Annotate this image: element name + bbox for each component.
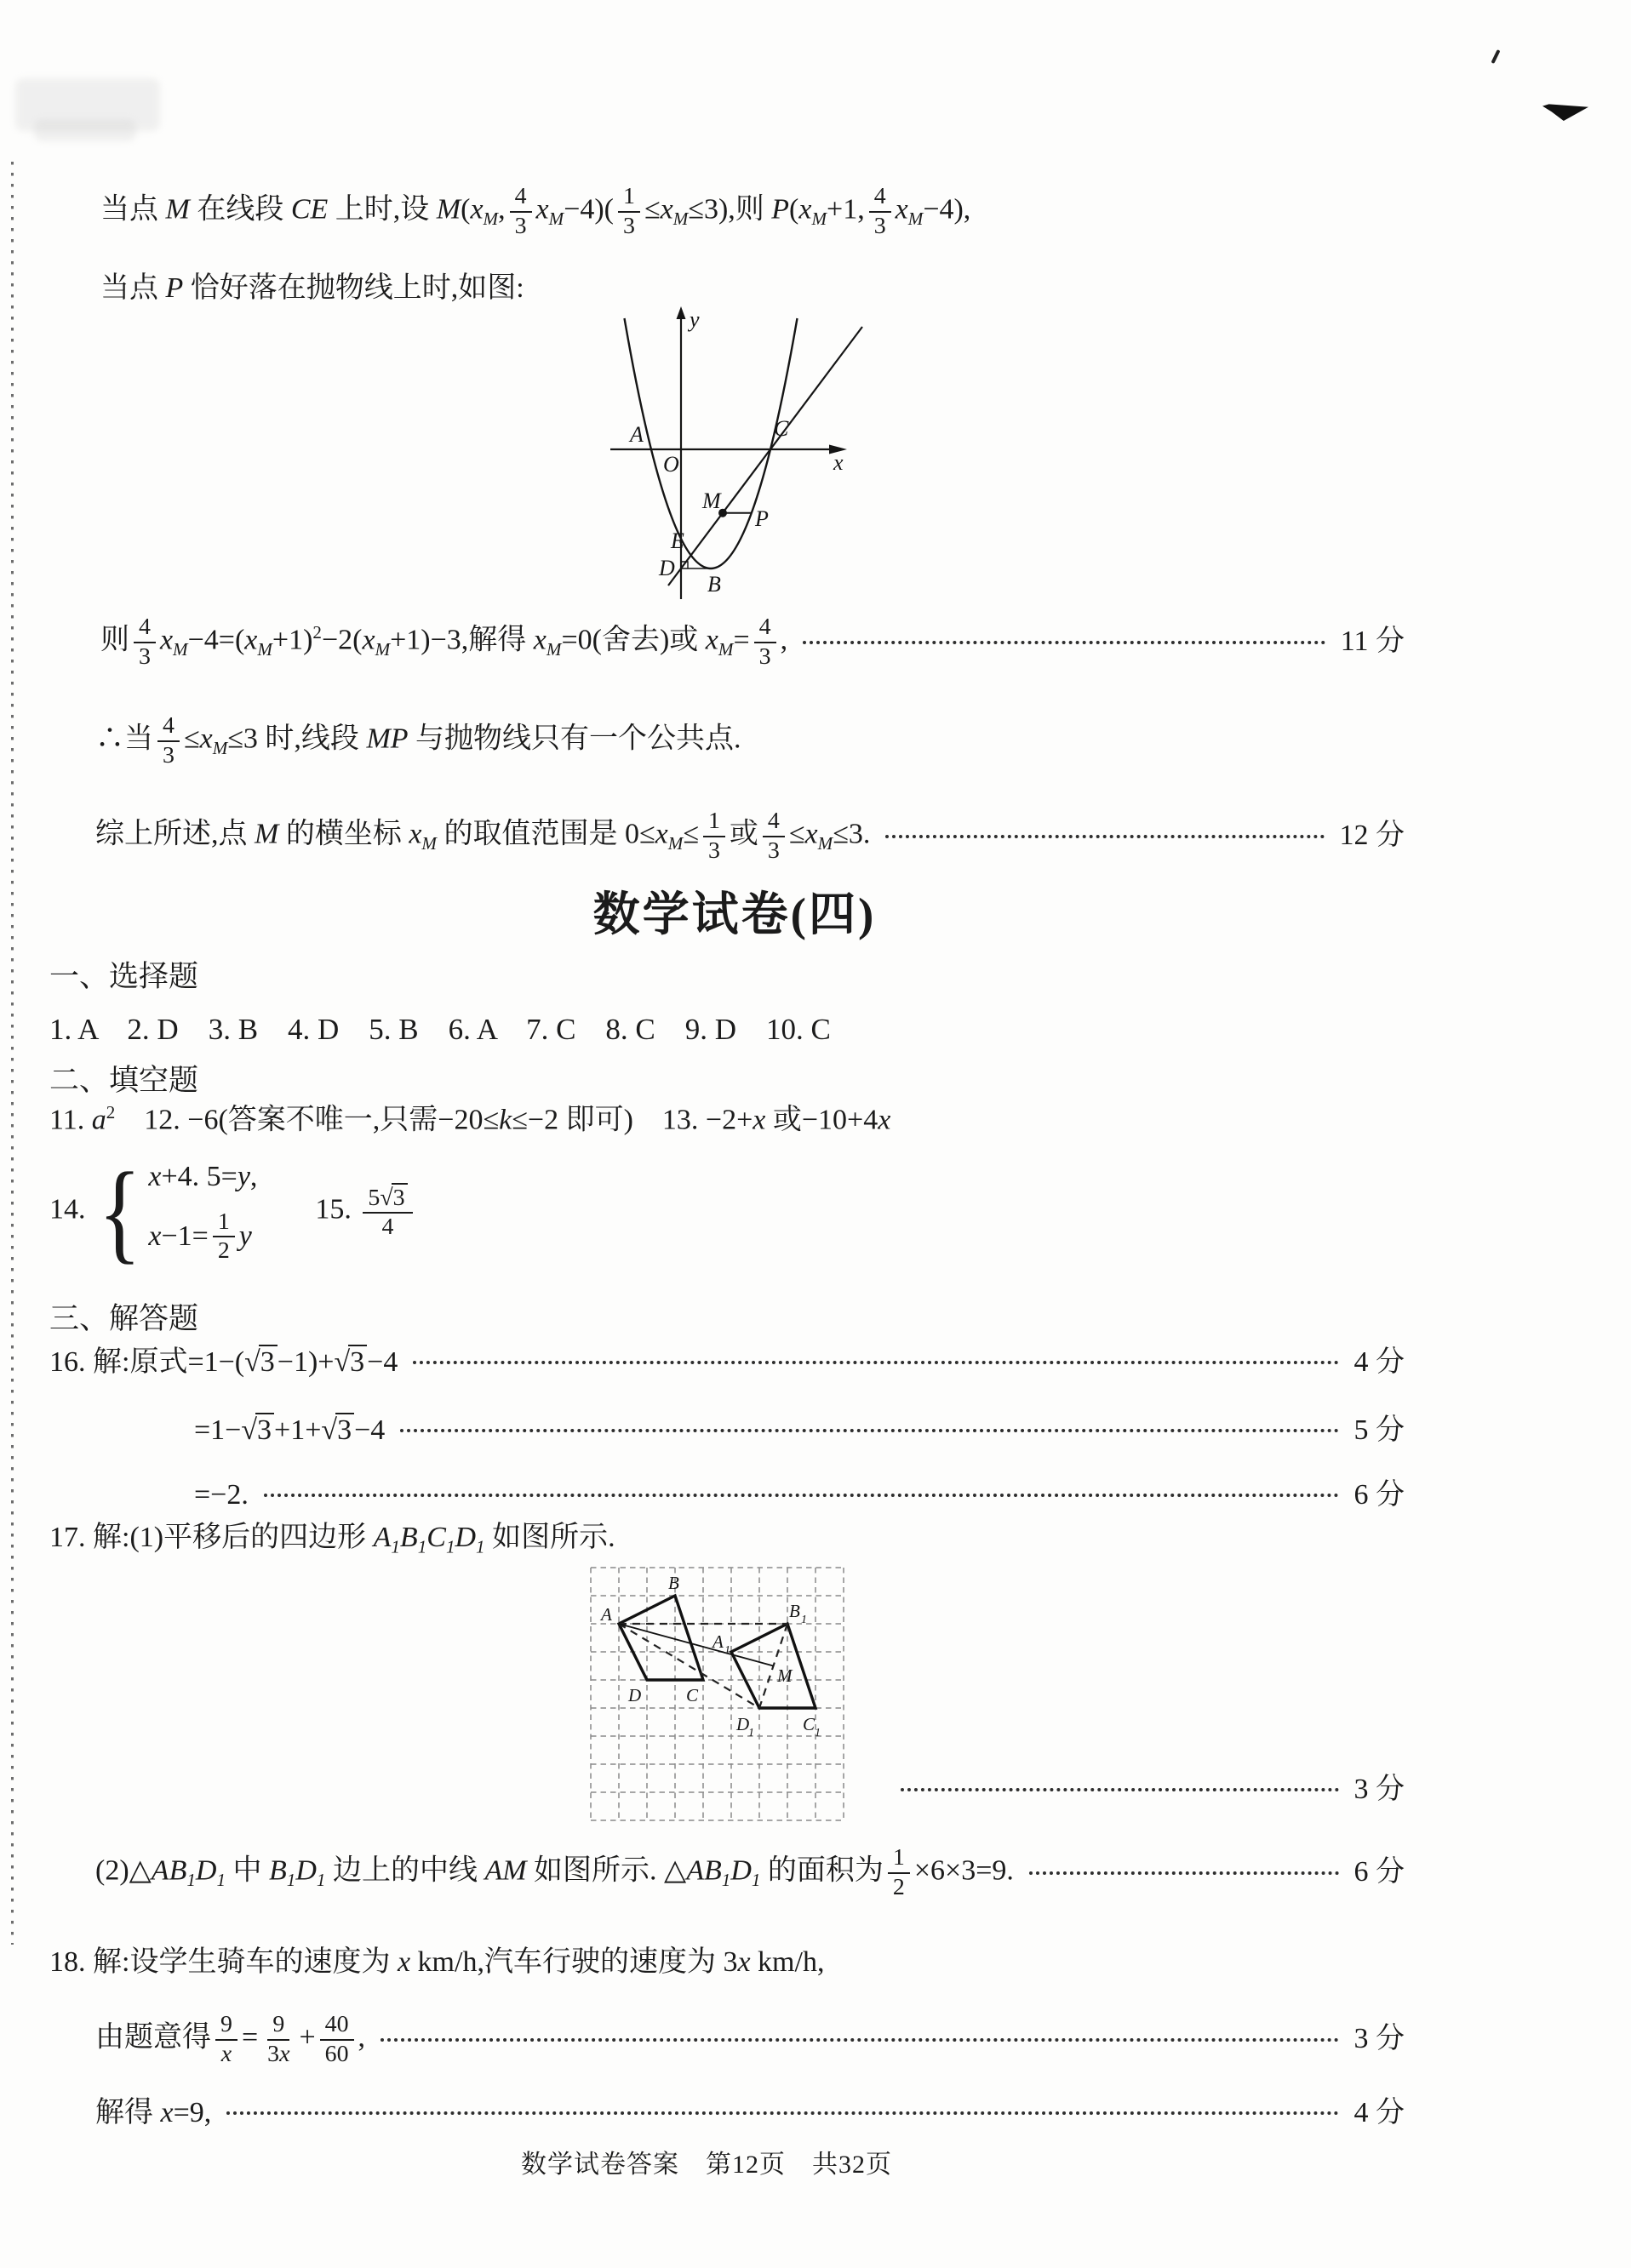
label-O: O <box>663 452 679 477</box>
scan-smudge <box>34 119 136 141</box>
section-solution-header: 三、解答题 <box>49 1302 199 1335</box>
label-B: B <box>668 1573 679 1593</box>
label-B1-sub: 1 <box>801 1614 807 1626</box>
label-D1: D <box>736 1714 750 1734</box>
solution-17-score-3pts: 3 分 <box>885 1772 1405 1808</box>
label-E: E <box>671 528 684 553</box>
equation-line-11pts: 则 $\frac{4}{3}$ $x_M-4=(x_M+1)^2-2(x_M+1)-3$,解得 $x_M=0$(舍去)或 $x_M=$ $\frac{4}{3}$ , 11 分 <box>100 614 1405 670</box>
scan-tick-mark <box>1491 49 1500 64</box>
label-A1-sub: 1 <box>724 1644 730 1657</box>
label-y: y <box>690 307 700 332</box>
figure-parabola <box>541 288 907 601</box>
label-A: A <box>601 1604 612 1625</box>
solution-18-line3: 解得 x=9, 4 分 <box>95 2097 1405 2128</box>
label-C: C <box>686 1685 699 1705</box>
section-choice-header: 一、选择题 <box>49 960 199 993</box>
label-P: P <box>755 506 769 531</box>
solution-17-line1: 17. 解:(1)平移后的四边形 $A_1B_1C_1D_1$ 如图所示. <box>49 1522 615 1557</box>
scan-triangle-mark <box>1542 97 1588 121</box>
label-x: x <box>833 450 844 475</box>
left-margin-dotted-line <box>11 162 14 1945</box>
y-axis-arrow <box>677 306 686 319</box>
label-C: C <box>774 416 789 441</box>
choice-answers: 1. A 2. D 3. B 4. D 5. B 6. A 7. C 8. C 9. D 10. C <box>49 1013 831 1046</box>
solution-18-line2: 由题意得 $\frac{9}{x}$ = $\frac{9}{3x}$ + $\frac{40}{60}$ , 3 分 <box>95 2011 1405 2067</box>
label-B: B <box>707 572 721 597</box>
fill-answers-14-15: 14. { x +4. 5= y , x −1= $\frac{1}{2}$ y 15. $\frac{5√3}{4}$ <box>49 1159 417 1265</box>
solution-17-line2: $(2)\triangle AB_1D_1$ 中 $B_1D_1$ 边上的中线 AM 如图所示. $\triangle AB_1D_1$ 的面积为 $\frac{1}{2}$ ×6×3=9. 6 分 <box>95 1844 1405 1900</box>
solution-16-line3: =−2. 6 分 <box>194 1479 1405 1511</box>
page-footer: 数学试卷答案 第12页 共32页 <box>521 2151 892 2179</box>
paragraph-point-p: 当点 P 恰好落在抛物线上时,如图: <box>100 272 524 304</box>
label-D: D <box>628 1685 642 1705</box>
paper-title: 数学试卷(四) <box>592 888 877 940</box>
label-A: A <box>630 422 644 447</box>
section-fill-header: 二、填空题 <box>49 1064 199 1097</box>
conclusion-line: ∴当 $\frac{4}{3}$ $\le x_M\le 3$ 时,线段 MP 与抛物线只有一个公共点. <box>95 712 741 768</box>
paragraph-point-m: 当点 M 在线段 CE 上时,设 $M(x_M$, $\frac{4}{3}$ $x_M-4$)( $\frac{1}{3}$ $\le x_M\le 3$),则 $P(x_M+1$, $\frac{4}{3}$ $x_M-4$), <box>100 183 971 239</box>
label-A1: A <box>712 1631 724 1652</box>
parabola-curve <box>625 318 798 568</box>
label-D: D <box>659 556 675 580</box>
label-C1-sub: 1 <box>815 1727 821 1740</box>
label-M: M <box>702 488 721 513</box>
label-D1-sub: 1 <box>748 1727 754 1740</box>
fill-answers-11-13: 11. $a^2$ 12. −6(答案不唯一,只需−20≤k≤−2 即可) 13. −2+x 或−10+4x <box>49 1102 891 1136</box>
solution-18-line1: 18. 解:设学生骑车的速度为 x km/h,汽车行驶的速度为 3x km/h, <box>49 1946 825 1978</box>
summary-line-12pts: 综上所述,点 M 的横坐标 $x_M$ 的取值范围是 $0\le x_M\le$ $\frac{1}{3}$ 或 $\frac{4}{3}$ $\le x_M\le 3$. 12 分 <box>95 808 1405 864</box>
figure-grid-translation <box>586 1564 851 1826</box>
solution-16-line2: =1−√3+1+√3−4 5 分 <box>194 1414 1405 1446</box>
solution-16-line1: 16. 解:原式=1−(√3−1)+√3−4 4 分 <box>49 1346 1405 1378</box>
label-C1: C <box>803 1714 816 1734</box>
label-B1: B <box>789 1601 800 1621</box>
label-M: M <box>777 1665 793 1686</box>
